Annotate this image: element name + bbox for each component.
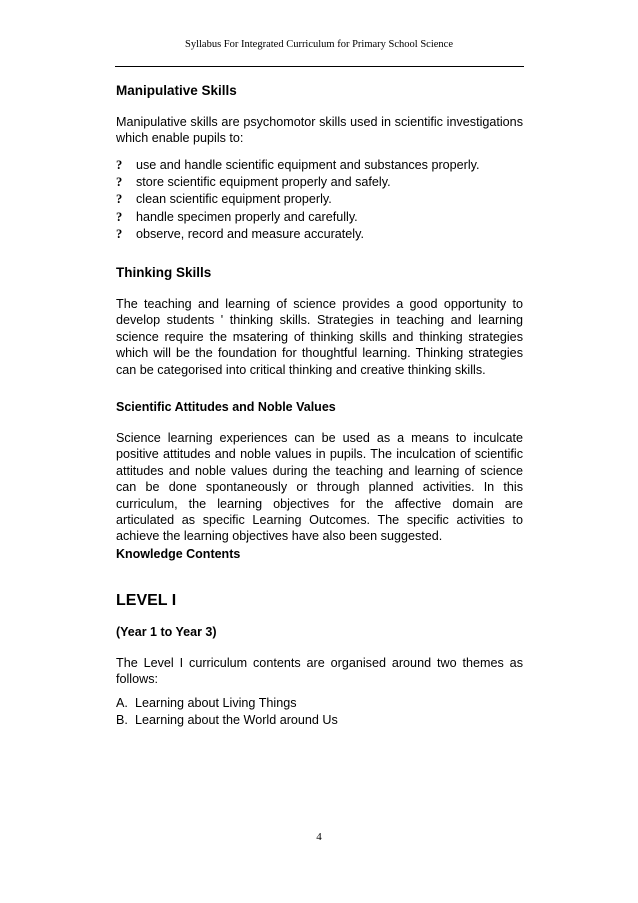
bullet-glyph: ? — [116, 192, 123, 207]
bullet-glyph: ? — [116, 209, 123, 224]
list-item: ? use and handle scientific equipment and substances properly. — [116, 157, 523, 174]
scientific-attitudes-paragraph: Science learning experiences can be used as a means to inculcate positive attitudes and noble values in pupils. The inculcation of scientific attitudes and noble values during the teaching and learning of science can be done spontaneously or through planned activities. In this curriculum, the learning objectives for the affective domain are articulated as specific Learning Outcomes. The specific activities to achieve the learning objectives have also been suggested. — [116, 431, 523, 544]
themes-list — [116, 695, 523, 729]
header-rule — [115, 66, 524, 67]
page-number: 4 — [316, 831, 322, 843]
running-header: Syllabus For Integrated Curriculum for Primary School Science — [185, 39, 453, 50]
scientific-attitudes-heading: Scientific Attitudes and Noble Values — [116, 400, 336, 414]
manipulative-skills-intro: Manipulative skills are psychomotor skills used in scientific investigations which enable pupils to: — [116, 115, 523, 146]
manipulative-skills-heading: Manipulative Skills — [116, 83, 237, 98]
list-item — [116, 712, 523, 729]
theme-text: Learning about the World around Us — [135, 713, 338, 727]
thinking-skills-paragraph: The teaching and learning of science provides a good opportunity to develop students ' thinking skills. Strategies in teaching and learning science require the msatering of thinking skills and thinking strategies which will be the foundation for thoughtful learning. Thinking strategies can be categorised into critical thinking and creative thinking skills. — [116, 297, 523, 377]
list-item: ? observe, record and measure accurately. — [116, 226, 523, 243]
list-item: ? store scientific equipment properly and safely. — [116, 174, 523, 191]
list-item — [116, 695, 523, 712]
list-item: ? clean scientific equipment properly. — [116, 191, 523, 208]
bullet-glyph: ? — [116, 158, 123, 172]
theme-letter: A. — [116, 696, 128, 710]
list-item: ? handle specimen properly and carefully. — [116, 209, 523, 226]
manipulative-skills-list — [116, 157, 523, 243]
theme-text: Learning about Living Things — [135, 696, 297, 710]
bullet-glyph: ? — [116, 175, 123, 190]
thinking-skills-heading: Thinking Skills — [116, 265, 212, 280]
level-subheading: (Year 1 to Year 3) — [116, 625, 217, 639]
knowledge-contents-heading: Knowledge Contents — [116, 547, 241, 561]
level-heading: LEVEL I — [116, 592, 177, 609]
level-paragraph: The Level I curriculum contents are organised around two themes as follows: — [116, 656, 523, 687]
bullet-glyph: ? — [116, 226, 123, 241]
theme-letter: B. — [116, 713, 128, 727]
